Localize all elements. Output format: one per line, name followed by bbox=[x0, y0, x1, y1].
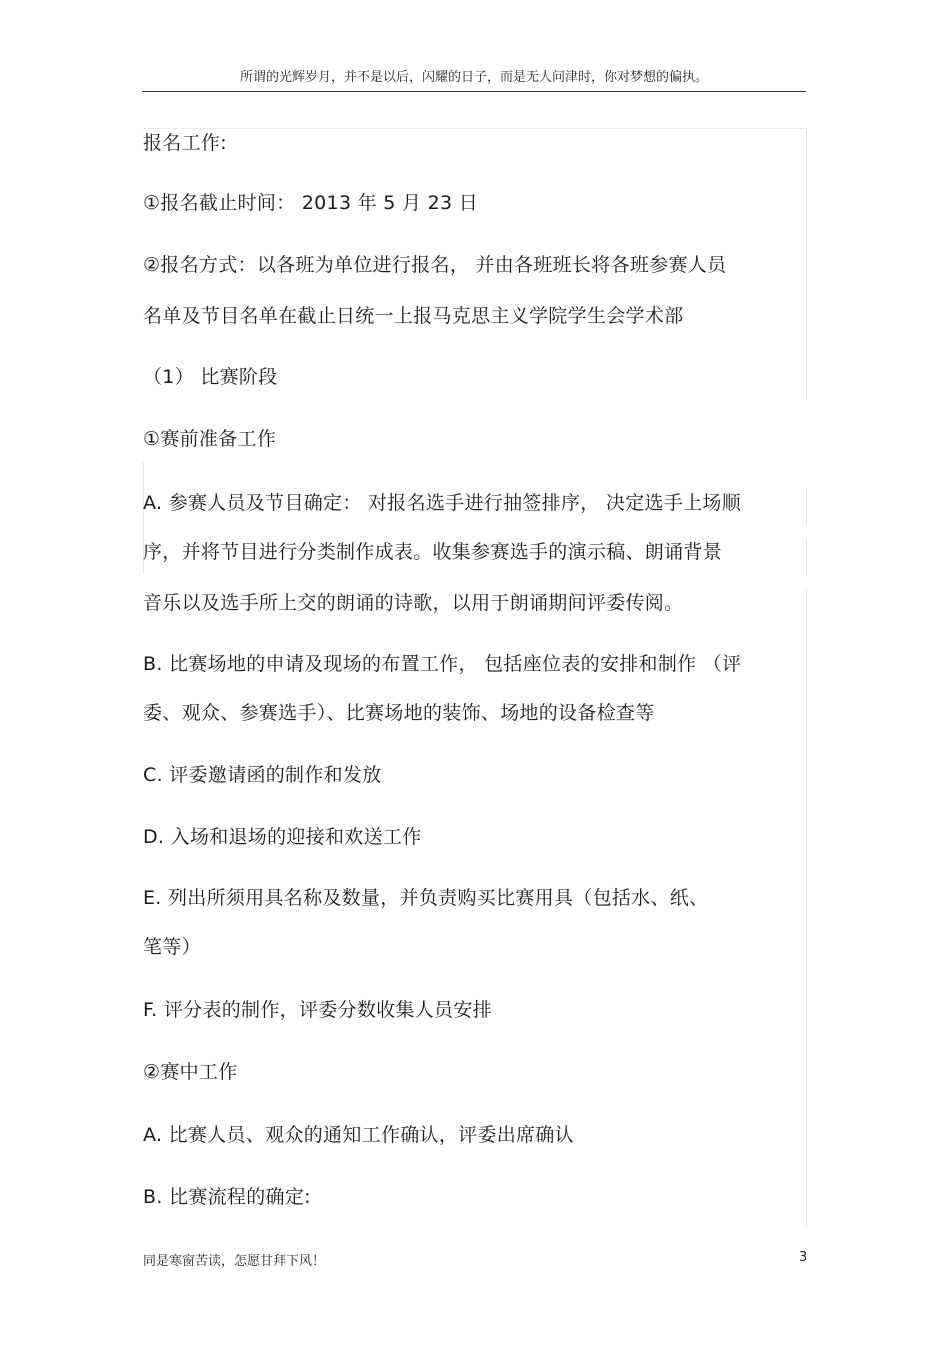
text-line: B. 比赛场地的申请及现场的布置工作， 包括座位表的安排和制作 （评 bbox=[143, 653, 742, 675]
text-line: ②报名方式：以各班为单位进行报名， 并由各班班长将各班参赛人员 bbox=[143, 254, 727, 276]
text-line: ①赛前准备工作 bbox=[143, 428, 277, 450]
text-line: 笔等） bbox=[143, 936, 201, 958]
page-number: 3 bbox=[799, 1250, 808, 1265]
text-line: F. 评分表的制作，评委分数收集人员安排 bbox=[143, 999, 492, 1021]
page-header-motto: 所谓的光辉岁月，并不是以后，闪耀的日子，而是无人问津时，你对梦想的偏执。 bbox=[239, 70, 708, 85]
text-line: ①报名截止时间： 2013 年 5 月 23 日 bbox=[143, 192, 479, 214]
content-frame-right-2 bbox=[806, 488, 807, 526]
text-line: 序，并将节目进行分类制作成表。收集参赛选手的演示稿、朗诵背景 bbox=[143, 541, 723, 563]
text-line: A. 比赛人员、观众的通知工作确认，评委出席确认 bbox=[143, 1124, 574, 1146]
text-line: 音乐以及选手所上交的朗诵的诗歌，以用于朗诵期间评委传阅。 bbox=[143, 592, 684, 614]
footer-slogan: 同是寒窗苦读，怎愿甘拜下风！ bbox=[143, 1254, 326, 1269]
content-frame-top bbox=[143, 128, 806, 129]
text-line: ②赛中工作 bbox=[143, 1061, 238, 1083]
text-line: 报名工作: bbox=[143, 132, 227, 154]
content-frame-right-4 bbox=[806, 588, 807, 1228]
content-frame-right-3 bbox=[806, 538, 807, 576]
text-line: （1） 比赛阶段 bbox=[143, 366, 278, 388]
text-line: D. 入场和退场的迎接和欢送工作 bbox=[143, 826, 422, 848]
text-line: 名单及节目名单在截止日统一上报马克思主义学院学生会学术部 bbox=[143, 305, 684, 327]
text-line: E. 列出所须用具名称及数量，并负责购买比赛用具（包括水、纸、 bbox=[143, 887, 709, 909]
content-frame-right-1 bbox=[806, 128, 807, 400]
text-line: B. 比赛流程的确定: bbox=[143, 1186, 311, 1208]
header-divider bbox=[142, 91, 806, 92]
text-line: C. 评委邀请函的制作和发放 bbox=[143, 764, 382, 786]
text-line: 委、观众、参赛选手）、比赛场地的装饰、场地的设备检查等 bbox=[143, 702, 655, 724]
text-line: A. 参赛人员及节目确定： 对报名选手进行抽签排序， 决定选手上场顺 bbox=[143, 492, 742, 514]
